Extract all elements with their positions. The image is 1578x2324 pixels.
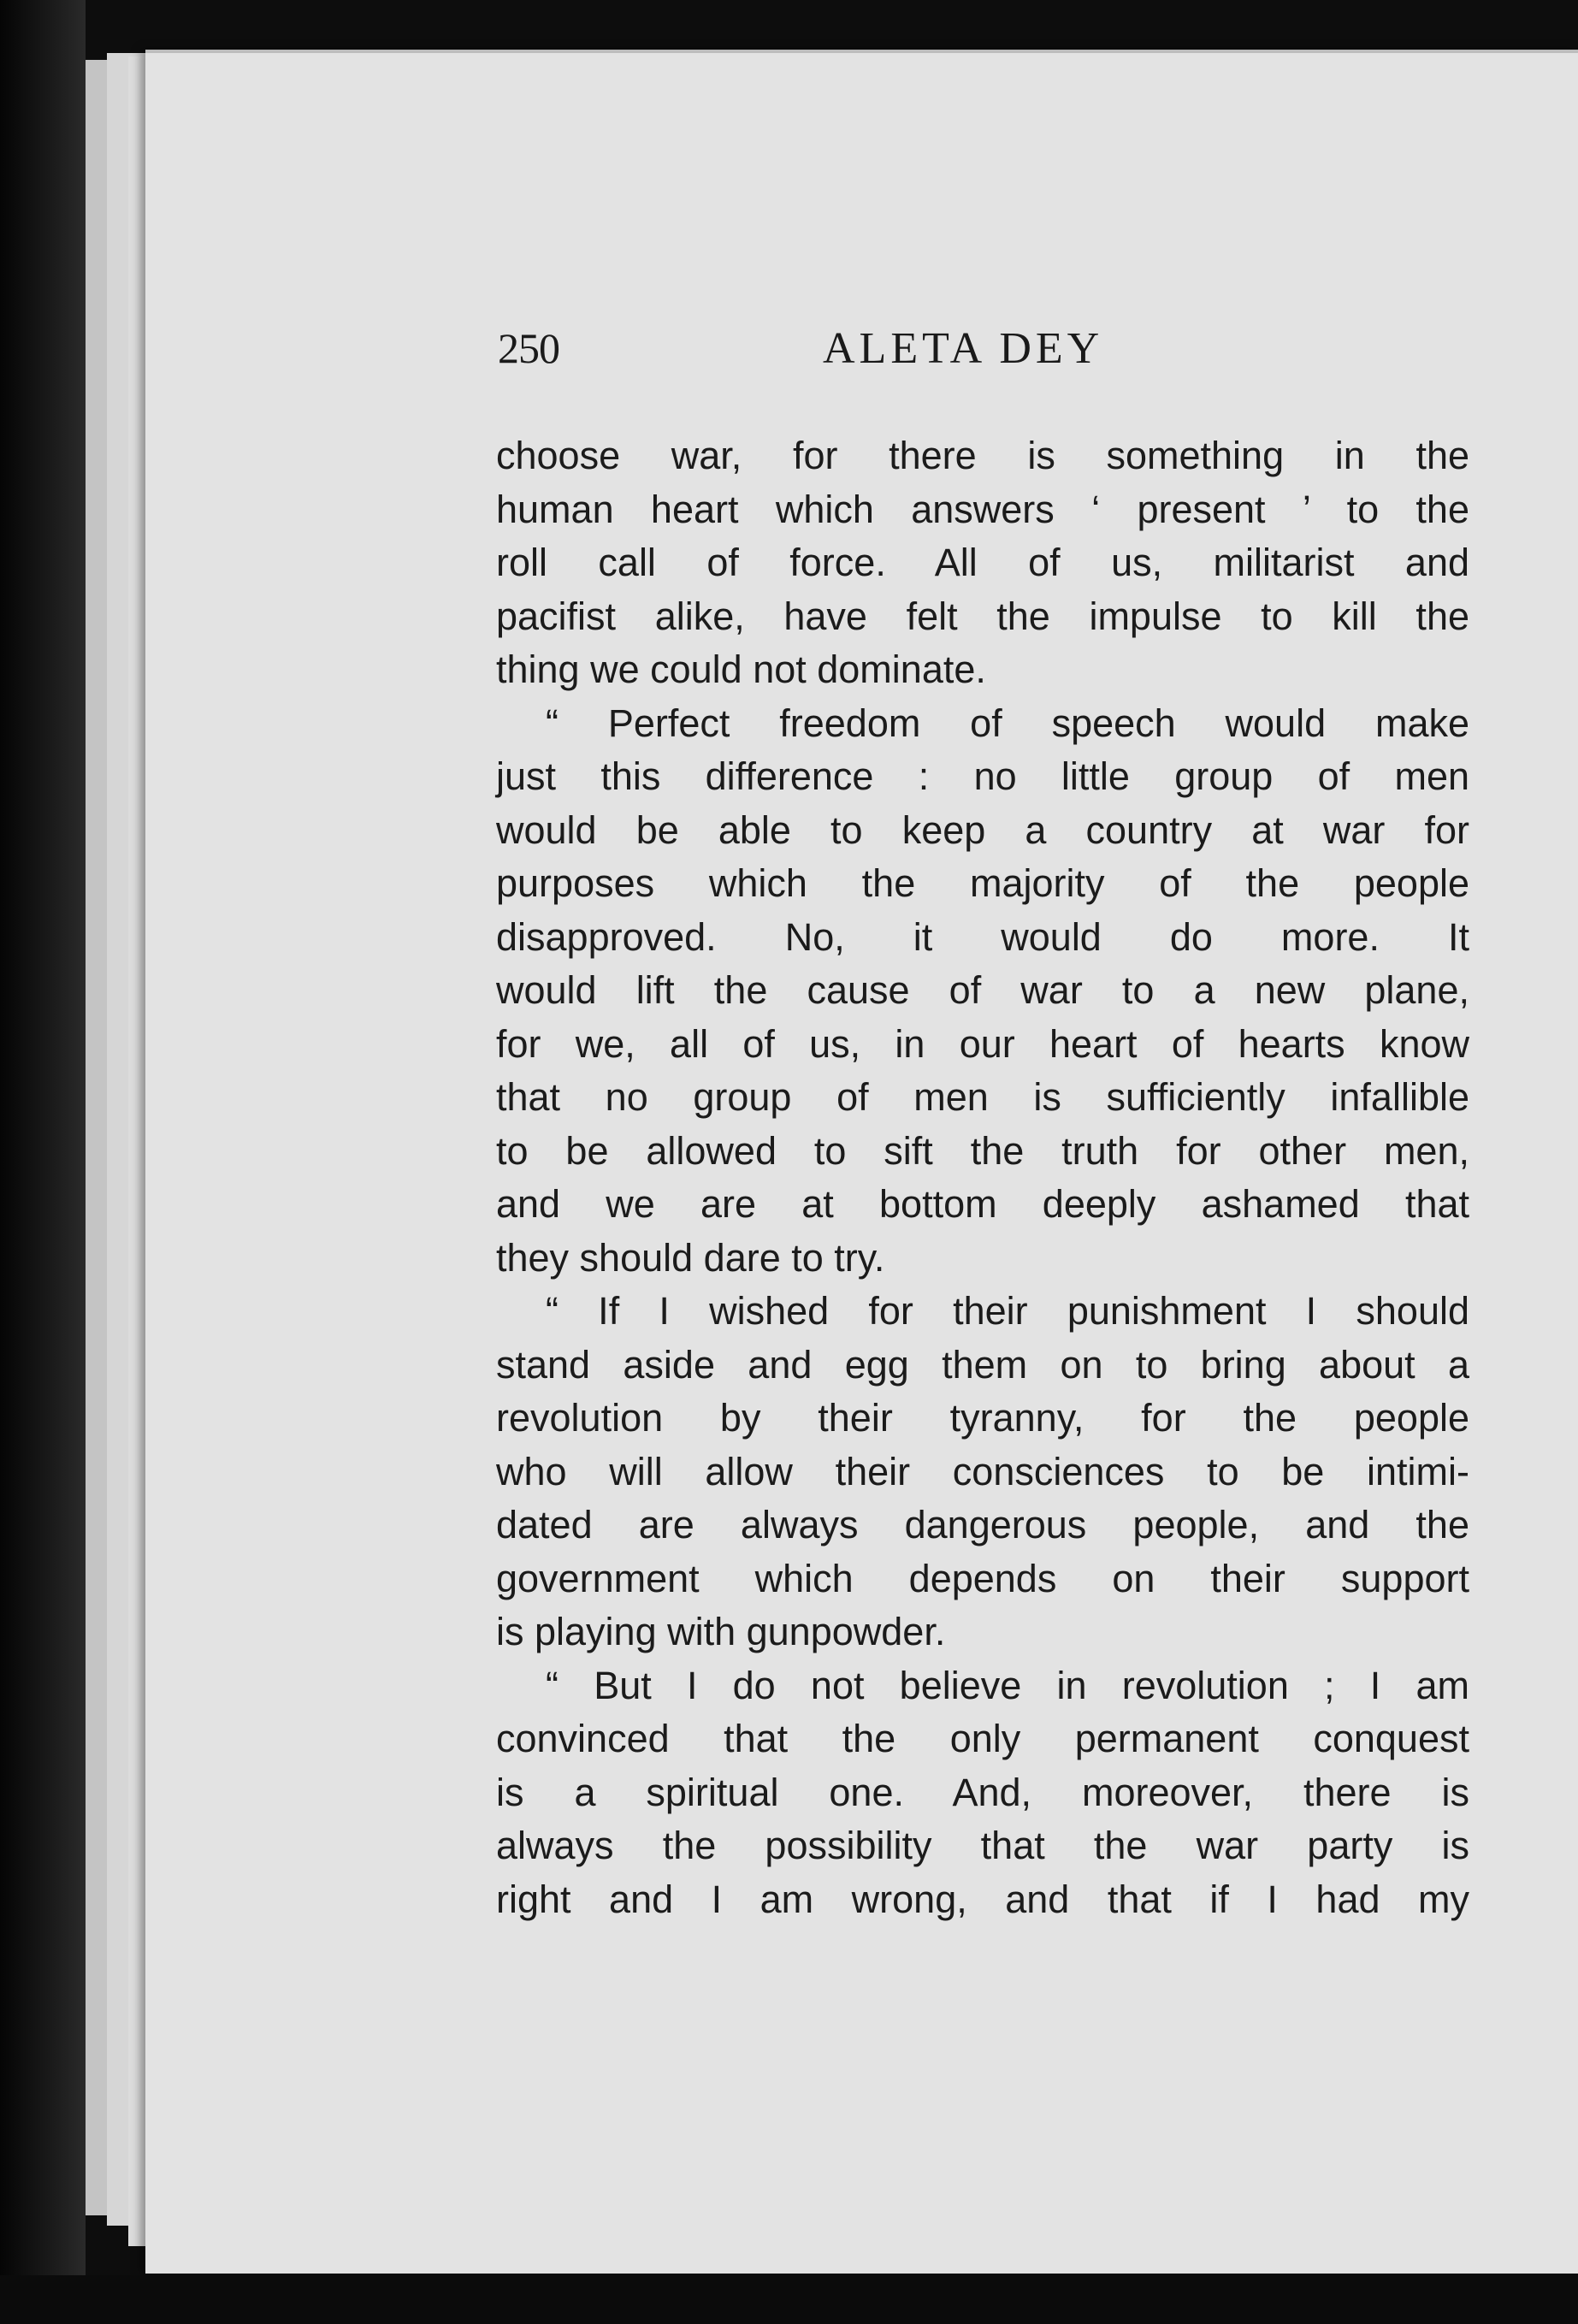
text-line: pacifist alike, have felt the impulse to kill the	[496, 594, 1469, 638]
text-line: human heart which answers ‘ present ’ to the	[496, 487, 1469, 531]
page-number: 250	[498, 324, 559, 372]
paragraph	[496, 1659, 1469, 1927]
text-line: to be allowed to sift the truth for other men,	[496, 1128, 1469, 1173]
text-line: purposes which the majority of the people	[496, 861, 1469, 905]
text-line: roll call of force. All of us, militarist and	[496, 541, 1469, 584]
running-head: ALETA DEY	[823, 324, 1104, 373]
paragraph	[496, 429, 1469, 697]
paragraph	[496, 697, 1469, 1286]
text-line: government which depends on their support	[496, 1556, 1469, 1600]
scan-bottom-border	[0, 2275, 1578, 2324]
text-line: who will allow their consciences to be intimi-	[496, 1449, 1469, 1493]
text-line: “ If I wished for their punishment I should	[546, 1289, 1469, 1333]
text-line: “ Perfect freedom of speech would make	[546, 701, 1469, 745]
text-line: would be able to keep a country at war for	[496, 807, 1469, 852]
body-text	[496, 429, 1469, 1926]
text-line: “ But I do not believe in revolution ; I am	[546, 1663, 1469, 1707]
text-line: choose war, for there is something in the	[496, 434, 1469, 477]
text-line: convinced that the only permanent conquest	[496, 1717, 1469, 1760]
text-line: right and I am wrong, and that if I had my	[496, 1877, 1469, 1921]
page-header	[498, 323, 1464, 383]
text-line: just this difference : no little group of men	[496, 754, 1469, 798]
text-line: and we are at bottom deeply ashamed that	[496, 1182, 1469, 1226]
text-line: they should dare to try.	[496, 1235, 885, 1280]
text-line: that no group of men is sufficiently infallible	[496, 1075, 1469, 1119]
text-line: stand aside and egg them on to bring about a	[496, 1342, 1469, 1387]
text-line: for we, all of us, in our heart of hearts know	[496, 1021, 1469, 1066]
text-line: is a spiritual one. And, moreover, there is	[496, 1770, 1469, 1814]
book-spine-shadow	[0, 0, 86, 2324]
text-line: disapproved. No, it would do more. It	[496, 914, 1469, 959]
text-line: would lift the cause of war to a new plane,	[496, 968, 1469, 1012]
text-line: always the possibility that the war party is	[496, 1824, 1469, 1867]
paragraph	[496, 1285, 1469, 1659]
text-line: thing we could not dominate.	[496, 648, 986, 691]
text-line: is playing with gunpowder.	[496, 1610, 946, 1653]
page-top-edge	[145, 50, 1578, 53]
text-line: dated are always dangerous people, and the	[496, 1503, 1469, 1546]
text-line: revolution by their tyranny, for the people	[496, 1396, 1469, 1440]
